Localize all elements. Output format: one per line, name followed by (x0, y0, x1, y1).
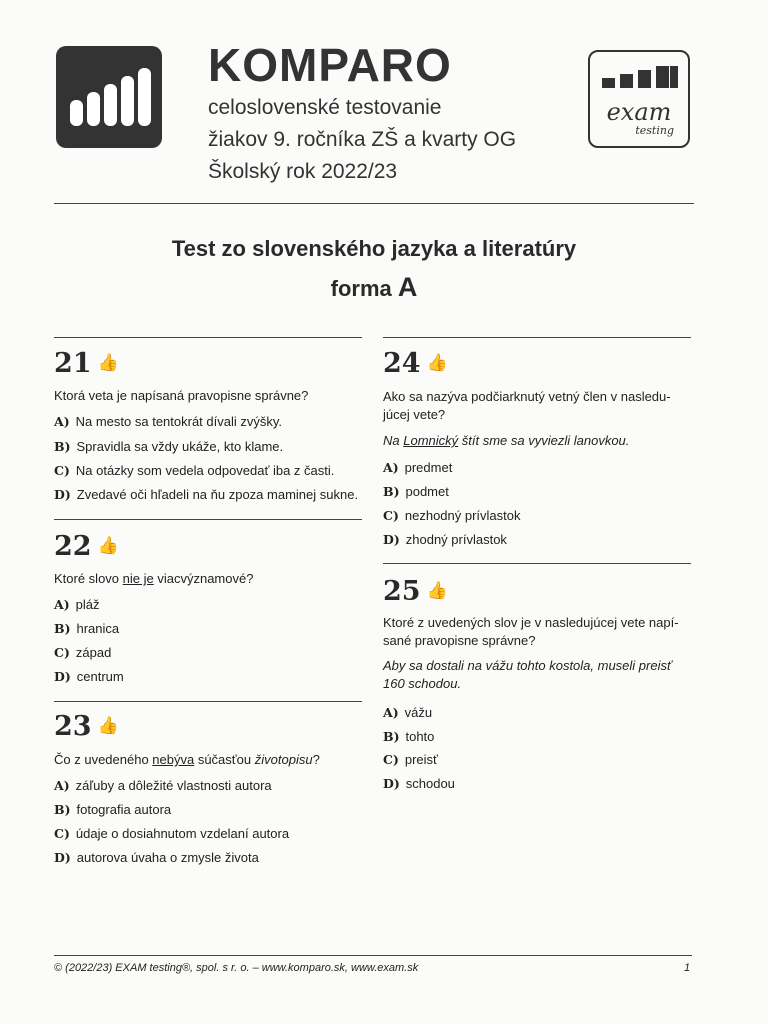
q21-option-b[interactable]: B) Spravidla sa vždy ukáže, kto klame. (54, 439, 284, 454)
brand-title: KOMPARO (208, 39, 452, 91)
q22-option-a[interactable]: A) pláž (54, 597, 100, 612)
divider-q23 (54, 701, 362, 702)
q23-option-b[interactable]: B) fotografia autora (54, 802, 172, 817)
header-line-2: žiakov 9. ročníka ZŠ a kvarty OG (208, 128, 517, 151)
thumbs-up-icon: 👍 (97, 716, 119, 735)
question-24-heading (383, 348, 448, 379)
thumbs-up-icon: 👍 (426, 353, 448, 372)
q24-option-c[interactable]: C) nezhodný prívlastok (383, 508, 521, 523)
q25-option-c[interactable]: C) preisť (383, 752, 438, 767)
footer-divider (54, 955, 692, 956)
q22-option-b[interactable]: B) hranica (54, 621, 120, 636)
q23-option-c[interactable]: C) údaje o dosiahnutom vzdelaní autora (54, 826, 290, 841)
q22-option-c[interactable]: C) západ (54, 645, 112, 660)
komparo-logo (56, 46, 162, 148)
thumbs-up-icon: 👍 (97, 536, 119, 555)
question-25-heading (383, 576, 448, 607)
q25-option-d[interactable]: D) schodou (383, 776, 455, 791)
thumbs-up-icon: 👍 (426, 581, 448, 600)
q21-option-a[interactable]: A) Na mesto sa tentokrát dívali zvýšky. (54, 414, 283, 429)
q23-option-a[interactable]: A) záľuby a dôležité vlastnosti autora (54, 778, 272, 793)
divider-q24 (383, 337, 691, 338)
thumbs-up-icon: 👍 (97, 353, 119, 372)
header-line-3: Školský rok 2022/23 (208, 160, 398, 183)
question-24-example: Na Lomnický štít sme sa vyviezli lanovkou. (383, 433, 630, 448)
divider-q22 (54, 519, 362, 520)
header-line-1: celoslovenské testovanie (208, 96, 442, 119)
q25-option-a[interactable]: A) vážu (383, 705, 433, 720)
test-title: Test zo slovenského jazyka a literatúry (171, 236, 577, 261)
question-number: 21 (54, 348, 92, 379)
question-21-text: Ktorá veta je napísaná pravopisne správne? (54, 388, 309, 403)
question-24-text: Ako sa nazýva podčiarknutý vetný člen v nasledu- júcej vete? (383, 389, 671, 422)
q24-option-d[interactable]: D) zhodný prívlastok (383, 532, 507, 547)
question-23-heading (54, 711, 119, 742)
question-22-text: Ktoré slovo nie je viacvýznamové? (54, 571, 254, 586)
form-word: forma (330, 276, 392, 301)
question-21-heading (54, 348, 119, 379)
question-25-example: Aby sa dostali na vážu tohto kostola, museli preisť 160 schodou. (383, 658, 672, 691)
q22-option-d[interactable]: D) centrum (54, 669, 124, 684)
q25-option-b[interactable]: B) tohto (383, 729, 435, 744)
q24-option-b[interactable]: B) podmet (383, 484, 449, 499)
question-23-text: Čo z uvedeného nebýva súčasťou životopisu? (54, 752, 320, 767)
exam-testing-logo (588, 50, 690, 148)
test-form (0, 272, 748, 303)
exam-logo-sub: testing (635, 124, 674, 137)
question-number: 25 (383, 576, 421, 607)
question-number: 22 (54, 531, 92, 562)
q21-option-d[interactable]: D) Zvedavé oči hľadeli na ňu zpoza maminej sukne. (54, 487, 359, 502)
q23-option-d[interactable]: D) autorova úvaha o zmysle života (54, 850, 259, 865)
q24-option-a[interactable]: A) predmet (383, 460, 453, 475)
question-22-heading (54, 531, 119, 562)
form-letter: A (397, 272, 418, 302)
footer-copyright: © (2022/23) EXAM testing®, spol. s r. o. – www.komparo.sk, www.exam.sk (54, 962, 419, 974)
question-number: 24 (383, 348, 421, 379)
exam-logo-word: exam (606, 98, 672, 126)
header-divider (54, 203, 694, 204)
question-number: 23 (54, 711, 92, 742)
q21-option-c[interactable]: C) Na otázky som vedela odpovedať iba z časti. (54, 463, 335, 478)
page-number: 1 (684, 962, 691, 974)
divider-q21 (54, 337, 362, 338)
divider-q25 (383, 563, 691, 564)
question-25-text: Ktoré z uvedených slov je v nasledujúcej vete napí- sané pravopisne správne? (383, 615, 679, 648)
